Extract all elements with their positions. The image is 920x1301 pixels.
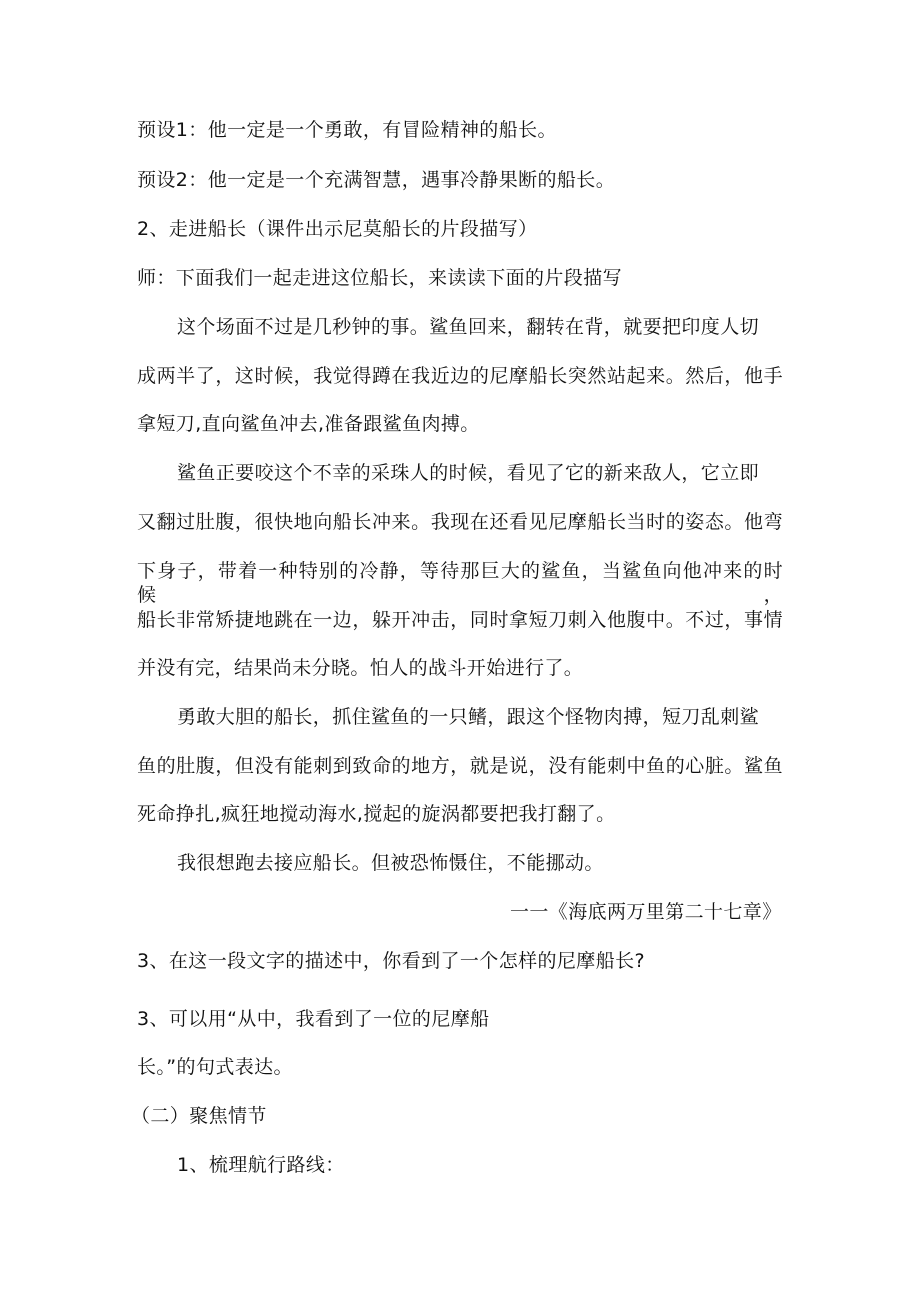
prompt-3-line1: 3、可以用“从中，我看到了一位的尼摩船	[137, 1008, 490, 1030]
excerpt-p1-line2: 成两半了，这时候，我觉得蹲在我近边的尼摩船长突然站起来。然后，他手	[137, 365, 783, 387]
excerpt-p2-line1: 鲨鱼正要咬这个不幸的采珠人的时候，看见了它的新来敌人，它立即	[177, 462, 760, 484]
teacher-instruction: 师：下面我们一起走进这位船长，来读读下面的片段描写	[137, 267, 623, 289]
excerpt-source: 一一《海底两万里第二十七章》	[510, 901, 782, 923]
excerpt-p1-line1: 这个场面不过是几秒钟的事。鲨鱼回来，翻转在背，就要把印度人切	[177, 316, 760, 338]
excerpt-p3-line2: 鱼的肚腹，但没有能刺到致命的地方，就是说，没有能刺中鱼的心脏。鲨鱼	[137, 755, 783, 777]
excerpt-p4: 我很想跑去接应船长。但被恐怖慑住，不能挪动。	[177, 852, 604, 874]
hypothesis-1: 预设1：他一定是一个勇敢，有冒险精神的船长。	[137, 119, 557, 141]
excerpt-p2-line2: 又翻过肚腹，很快地向船长冲来。我现在还看见尼摩船长当时的姿态。他弯	[137, 511, 783, 533]
prompt-3-line2: 长。”的句式表达。	[137, 1056, 293, 1078]
question-3: 3、在这一段文字的描述中，你看到了一个怎样的尼摩船长?	[137, 950, 645, 972]
step-2-heading: 2、走进船长（课件出示尼莫船长的片段描写）	[137, 218, 538, 240]
excerpt-p3-line1: 勇敢大胆的船长，抓住鲨鱼的一只鳍，跟这个怪物肉搏，短刀乱刺鲨	[177, 706, 760, 728]
excerpt-p2-line3: 下身子，带着一种特别的冷静，等待那巨大的鲨鱼，当鲨鱼向他冲来的时候，	[137, 560, 783, 606]
excerpt-p2-line5: 并没有完，结果尚未分晓。怕人的战斗开始进行了。	[137, 657, 584, 679]
excerpt-p3-line3: 死命挣扎,疯狂地搅动海水,搅起的旋涡都要把我打翻了。	[137, 803, 616, 825]
section-2-heading: （二）聚焦情节	[131, 1105, 267, 1127]
item-1-heading: 1、梳理航行路线：	[177, 1154, 345, 1176]
excerpt-p2-line4: 船长非常矫捷地跳在一边，躲开冲击，同时拿短刀刺入他腹中。不过，事情	[137, 609, 783, 631]
excerpt-p1-line3: 拿短刀,直向鲨鱼冲去,准备跟鲨鱼肉搏。	[137, 413, 480, 435]
hypothesis-2: 预设2：他一定是一个充满智慧，遇事冷静果断的船长。	[137, 169, 616, 191]
